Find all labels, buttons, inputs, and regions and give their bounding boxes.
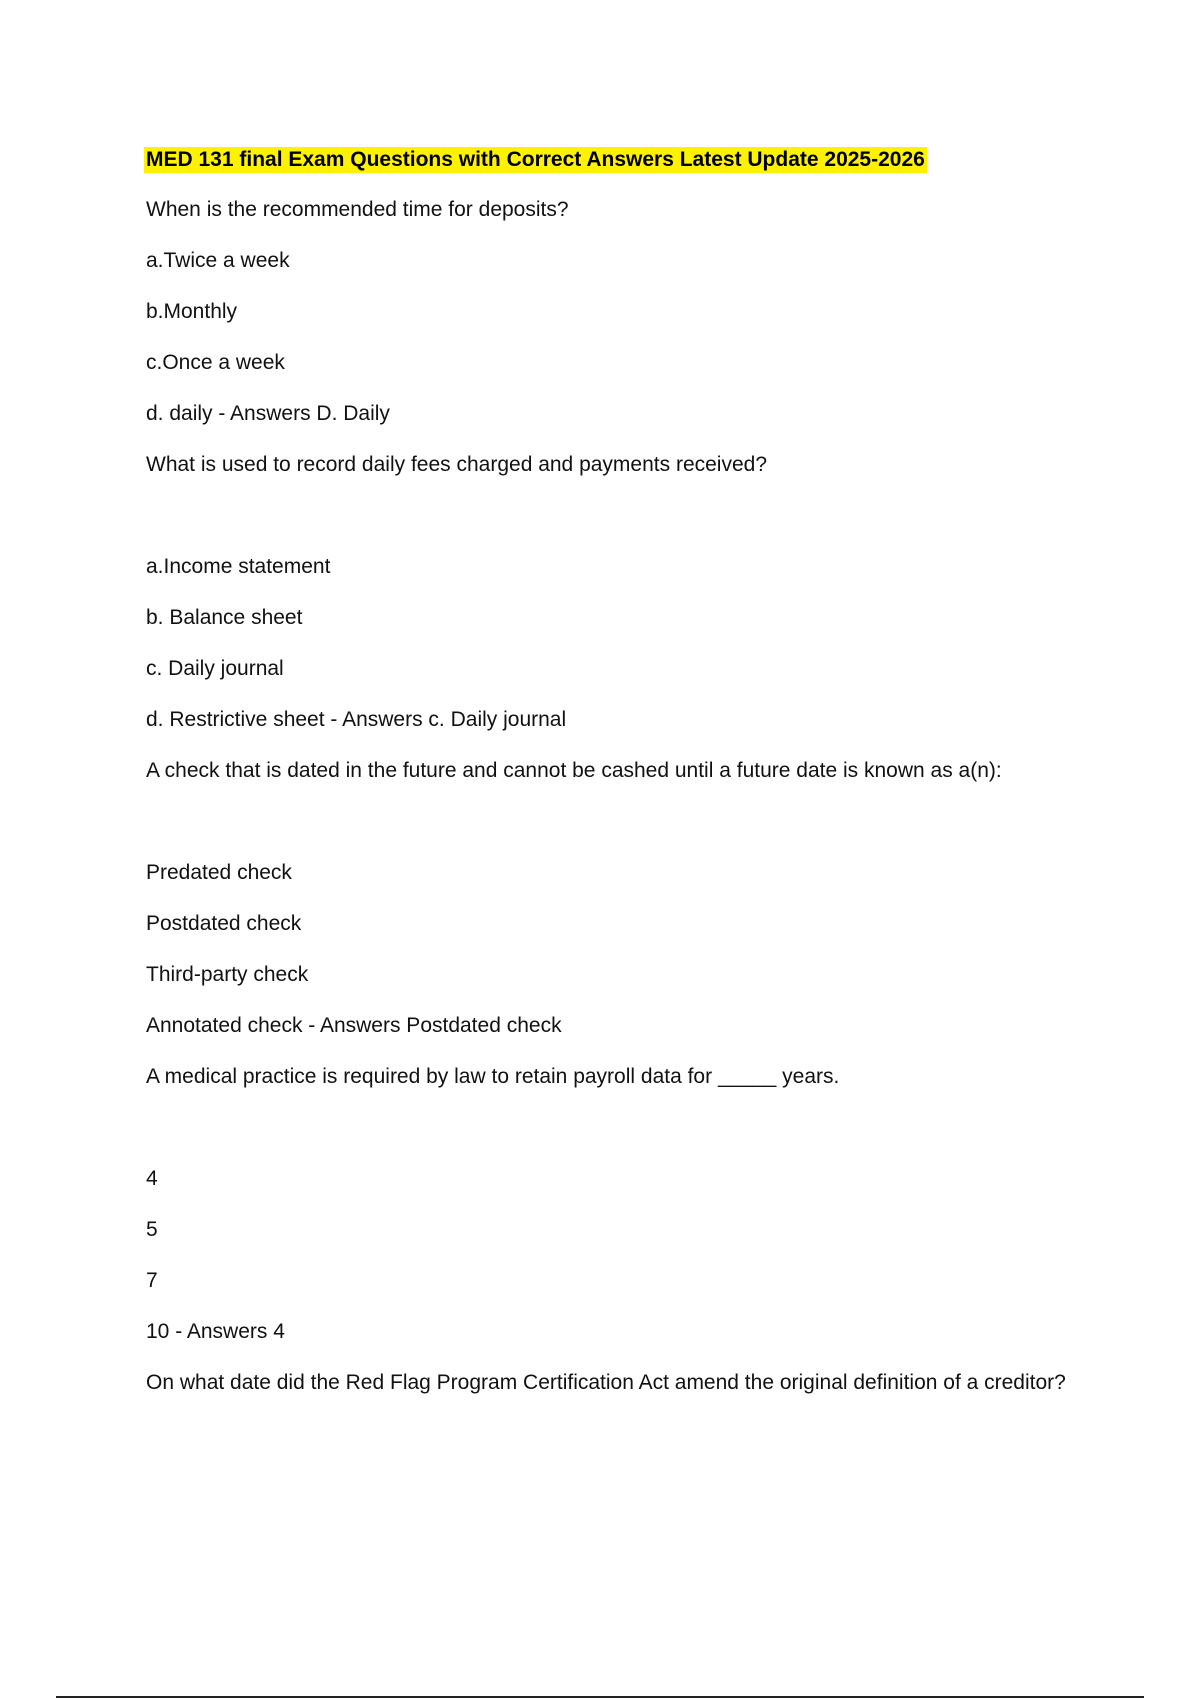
question-5: On what date did the Red Flag Program Certification Act amend the original definition of a creditor? xyxy=(146,1371,1066,1394)
question-3: A check that is dated in the future and cannot be cashed until a future date is known as a(n): xyxy=(146,759,1002,782)
q1-option-a: a.Twice a week xyxy=(146,249,290,272)
question-2: What is used to record daily fees charged and payments received? xyxy=(146,453,768,476)
q4-option-3: 7 xyxy=(146,1269,158,1292)
q2-option-b: b. Balance sheet xyxy=(146,606,303,629)
question-1: When is the recommended time for deposits? xyxy=(146,198,569,221)
q2-option-a: a.Income statement xyxy=(146,555,331,578)
document-content xyxy=(146,145,1076,1419)
q3-option-3: Third-party check xyxy=(146,963,309,986)
footer-divider xyxy=(56,1696,1144,1698)
q4-option-1: 4 xyxy=(146,1167,158,1190)
q3-option-2: Postdated check xyxy=(146,912,302,935)
q4-option-2: 5 xyxy=(146,1218,158,1241)
spacer xyxy=(146,807,1076,858)
q3-option-1: Predated check xyxy=(146,861,292,884)
document-title: MED 131 final Exam Questions with Correct Answers Latest Update 2025-2026 xyxy=(146,148,925,171)
q1-option-d-answer: d. daily - Answers D. Daily xyxy=(146,402,390,425)
spacer xyxy=(146,501,1076,552)
q4-option-4-answer: 10 - Answers 4 xyxy=(146,1320,285,1343)
q3-option-4-answer: Annotated check - Answers Postdated check xyxy=(146,1014,562,1037)
q1-option-c: c.Once a week xyxy=(146,351,285,374)
q1-option-b: b.Monthly xyxy=(146,300,238,323)
spacer xyxy=(146,1113,1076,1164)
q2-option-d-answer: d. Restrictive sheet - Answers c. Daily journal xyxy=(146,708,567,731)
question-4: A medical practice is required by law to retain payroll data for _____ years. xyxy=(146,1065,840,1088)
q2-option-c: c. Daily journal xyxy=(146,657,284,680)
